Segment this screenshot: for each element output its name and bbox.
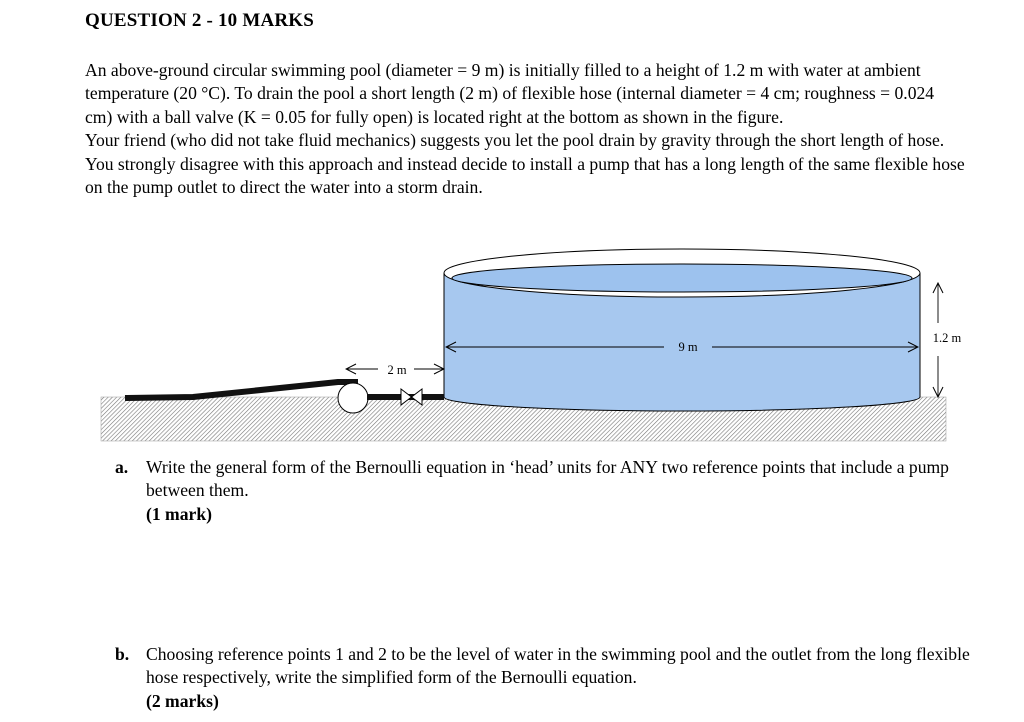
question-a-marks: (1 mark) xyxy=(146,503,212,524)
question-b-marks: (2 marks) xyxy=(146,690,219,711)
question-b xyxy=(115,643,975,713)
question-b-letter: b. xyxy=(115,644,130,664)
question-a-text: Write the general form of the Bernoulli equation in ‘head’ units for ANY two reference points that include a pump between them. xyxy=(146,457,949,501)
swimming-pool xyxy=(444,249,920,411)
diameter-label: 9 m xyxy=(678,340,698,354)
question-a-letter: a. xyxy=(115,457,129,477)
question-heading: QUESTION 2 - 10 MARKS xyxy=(85,10,315,31)
water-surface xyxy=(452,264,912,292)
hose-length-label: 2 m xyxy=(387,363,407,377)
pump xyxy=(338,383,368,413)
long-outlet-hose xyxy=(125,382,358,398)
height-dimension xyxy=(933,283,962,397)
hose-length-dimension xyxy=(346,363,444,377)
intro-paragraph-2: Your friend (who did not take fluid mechanics) suggests you let the pool drain by gravity through the short length of hose. You strongly disagree with this approach and instead decide to install a pump that has a long length of the same flexible hose on the pump outlet to direct the water into a storm drain. xyxy=(85,130,965,198)
question-b-text: Choosing reference points 1 and 2 to be the level of water in the swimming pool and the outlet from the long flexible hose respectively, write the simplified form of the Bernoulli equation. xyxy=(146,644,970,688)
height-label: 1.2 m xyxy=(932,331,962,345)
intro-paragraph-1: An above-ground circular swimming pool (diameter = 9 m) is initially filled to a height of 1.2 m with water at ambient temperature (20 °C). To drain the pool a short length (2 m) of flexible hose (internal diameter = 4 cm; roughness = 0.024 cm) with a ball valve (K = 0.05 for fully open) is located right at the bottom as shown in the figure. xyxy=(85,60,935,127)
question-a xyxy=(115,456,975,526)
